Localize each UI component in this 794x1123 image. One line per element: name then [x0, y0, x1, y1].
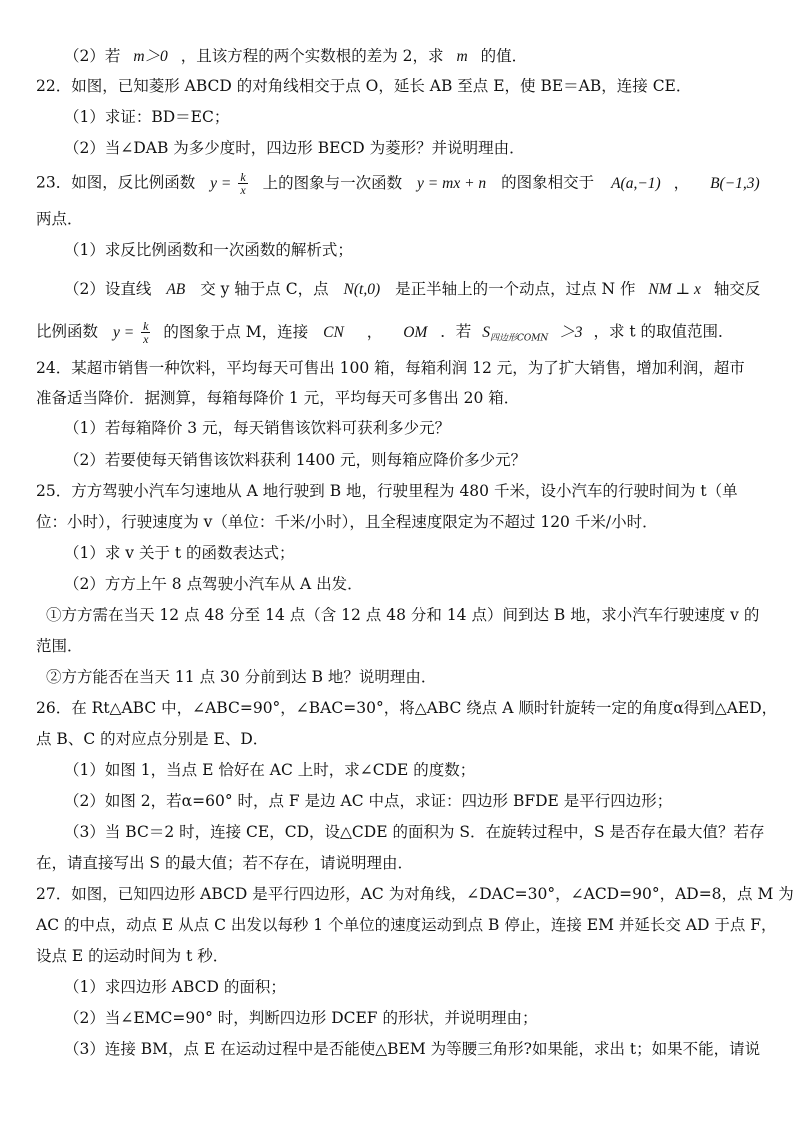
q24-stem: 24．某超市销售一种饮料，平均每天可售出 100 箱，每箱利润 12 元，为了扩大销售，增加利润，超市 — [36, 359, 745, 377]
fraction-k-over-x-2: $\frac{k}{x}$ — [143, 319, 149, 346]
q24-part1: （1）若每箱降价 3 元，每天销售该饮料可获利多少元？ — [64, 419, 451, 437]
q27-stem: 27．如图，已知四边形 ABCD 是平行四边形，AC 为对角线，∠DAC=30°，∠ACD=90°，AD=8，点 M 为 — [36, 885, 794, 903]
q22-part2: （2）当∠DAB 为多少度时，四边形 BECD 为菱形？并说明理由． — [64, 139, 525, 157]
q23-cont: 两点． — [36, 210, 83, 228]
q27-part3: （3）连接 BM，点 E 在运动过程中是否能使△BEM 为等腰三角形?如果能，求出 t；如果不能，请说 — [64, 1040, 761, 1058]
q23-stem: 23．如图，反比例函数 y = $\frac{k}{x}$ 上的图象与一次函数 y = mx + n 的图象相交于 A(a,−1) ， B(−1,3) — [36, 170, 760, 197]
q25-part2a: ①方方需在当天 12 点 48 分至 14 点（含 12 点 48 分和 14 点）间到达 B 地，求小汽车行驶速度 v 的 — [46, 606, 760, 624]
q27-part1: （1）求四边形 ABCD 的面积； — [64, 978, 286, 996]
q25-part2a-cont: 范围． — [36, 637, 83, 655]
q25-part1: （1）求 v 关于 t 的函数表达式； — [64, 544, 295, 562]
q22-stem: 22．如图，已知菱形 ABCD 的对角线相交于点 O，延长 AB 至点 E，使 BE＝AB，连接 CE． — [36, 77, 692, 95]
q25-part2b: ②方方能否在当天 11 点 30 分前到达 B 地？说明理由． — [46, 668, 437, 686]
q23-part2-cont: 比例函数 y = $\frac{k}{x}$ 的图象于点 M，连接 CN ， OM ．若 $S_{四边形COMN} >3$ ，求 t 的取值范围． — [36, 319, 734, 346]
q26-cont: 点 B、C 的对应点分别是 E、D． — [36, 730, 269, 748]
q26-part3-cont: 在，请直接写出 S 的最大值；若不存在，请说明理由． — [36, 854, 413, 872]
q25-part2: （2）方方上午 8 点驾驶小汽车从 A 出发． — [64, 575, 363, 593]
q26-stem: 26．在 Rt△ABC 中，∠ABC=90°，∠BAC=30°，将△ABC 绕点 A 顺时针旋转一定的角度α得到△AED， — [36, 699, 778, 717]
q26-part1: （1）如图 1，当点 E 恰好在 AC 上时，求∠CDE 的度数； — [64, 761, 476, 779]
q25-cont: 位：小时），行驶速度为 v（单位：千米/小时），且全程速度限定为不超过 120 千米/小时． — [36, 513, 658, 531]
q21-part2: （2）若 m＞0 ，且该方程的两个实数根的差为 2，求 m 的值． — [64, 47, 528, 65]
q27-part2: （2）当∠EMC=90° 时，判断四边形 DCEF 的形状，并说明理由； — [64, 1009, 538, 1027]
q22-part1: （1）求证：BD＝EC； — [64, 108, 230, 126]
q26-part2: （2）如图 2，若α=60° 时，点 F 是边 AC 中点，求证：四边形 BFDE 是平行四边形； — [64, 792, 673, 810]
q24-part2: （2）若要使每天销售该饮料获利 1400 元，则每箱应降价多少元？ — [64, 451, 527, 469]
q24-cont: 准备适当降价．据测算，每箱每降价 1 元，平均每天可多售出 20 箱． — [36, 389, 520, 407]
q27-cont: AC 的中点，动点 E 从点 C 出发以每秒 1 个单位的速度运动到点 B 停止，连接 EM 并延长交 AD 于点 F， — [36, 916, 777, 934]
q27-cont2: 设点 E 的运动时间为 t 秒． — [36, 947, 229, 965]
q23-part1: （1）求反比例函数和一次函数的解析式； — [64, 241, 353, 259]
q26-part3: （3）当 BC＝2 时，连接 CE，CD，设△CDE 的面积为 S．在旋转过程中，S 是否存在最大值？若存 — [64, 823, 765, 841]
q23-part2: （2）设直线 AB 交 y 轴于点 C，点 N(t,0) 是正半轴上的一个动点，过点 N 作 NM ⊥ x 轴交反 — [64, 280, 761, 298]
q25-stem: 25．方方驾驶小汽车匀速地从 A 地行驶到 B 地，行驶里程为 480 千米，设小汽车的行驶时间为 t（单 — [36, 482, 738, 500]
fraction-k-over-x: $\frac{k}{x}$ — [240, 170, 246, 197]
